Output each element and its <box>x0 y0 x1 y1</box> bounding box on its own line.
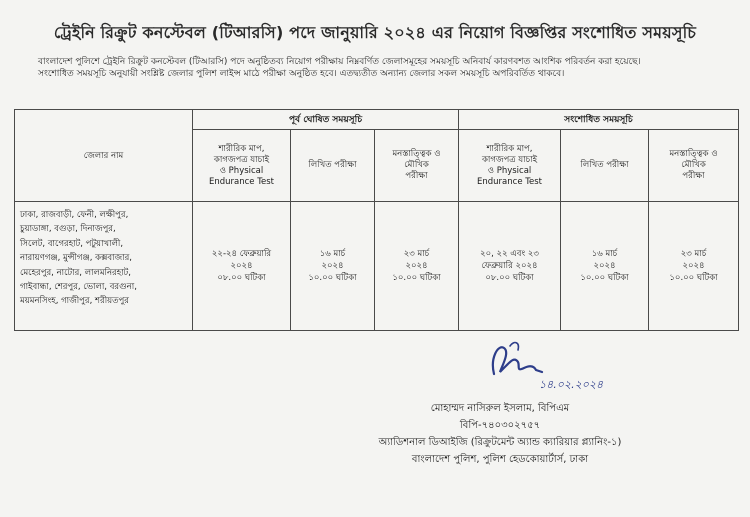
intro-text <box>20 56 730 80</box>
district-line: ঢাকা, রাজবাড়ী, ফেনী, লক্ষীপুর, <box>20 210 129 220</box>
previous-written-header: লিখিত পরীক্ষা <box>291 130 375 202</box>
revised-written-header: লিখিত পরীক্ষা <box>561 130 649 202</box>
district-line: সিলেট, বাগেরহাট, পটুয়াখালী, <box>20 238 124 249</box>
district-line: নারায়ণগঞ্জ, মুন্সীগঞ্জ, কক্সবাজার, <box>20 253 132 264</box>
revised-schedule-header: সংশোধিত সময়সূচি <box>459 110 739 130</box>
intro-line-2: সংশোধিত সময়সূচি অনুযায়ী সংশ্লিষ্ট জেলার পুলিশ লাইন্স মাঠে পরীক্ষা অনুষ্ঠিত হবে। এতদ্ব্যতীত অন্যান্য জেলার সকল সময়সূচি অপরিবর্তিত থাকবে। <box>38 69 565 79</box>
district-line: চুয়াডাঙ্গা, বগুড়া, দিনাজপুর, <box>20 224 116 235</box>
signatory-designation: অ্যাডিশনাল ডিআইজি (রিক্রুটমেন্ট অ্যান্ড ক্যারিয়ার প্ল্যানিং-১) <box>378 437 622 448</box>
table-group-row <box>15 110 739 130</box>
previous-schedule-header: পূর্ব ঘোষিত সময়সূচি <box>193 110 459 130</box>
signatory-bp: বিপি-৭৪০৩০২৭৫৭ <box>459 420 541 431</box>
revised-physical-date: ২০, ২২ এবং ২৩ ফেব্রুয়ারি ২০২৪ ০৮.০০ ঘটিকা <box>459 202 561 331</box>
revised-viva-date: ২৩ মার্চ ২০২৪ ১০.০০ ঘটিকা <box>649 202 739 331</box>
table-row <box>15 202 739 331</box>
district-line: গাইবান্ধা, শেরপুর, ভোলা, বরগুনা, <box>20 282 137 293</box>
revised-physical-header: শারীরিক মাপ, কাগজপত্র যাচাই ও Physical Endurance Test <box>459 130 561 202</box>
revised-written-date: ১৬ মার্চ ২০২৪ ১০.০০ ঘটিকা <box>561 202 649 331</box>
previous-physical-date: ২২-২৪ ফেব্রুয়ারি ২০২৪ ০৮.০০ ঘটিকা <box>193 202 291 331</box>
previous-written-date: ১৬ মার্চ ২০২৪ ১০.০০ ঘটিকা <box>291 202 375 331</box>
district-list <box>15 202 193 331</box>
intro-line-1: বাংলাদেশ পুলিশে ট্রেইনি রিক্রুট কনস্টেবল (টিআরসি) পদে অনুষ্ঠিতব্য নিয়োগ পরীক্ষায় নিম্নবর্ণিত জেলাসমূহের সময়সূচি অনিবার্য কারণবশত আংশিক পরিবর্তন করা হয়েছে। <box>38 57 641 67</box>
notice-title: ট্রেইনি রিক্রুট কনস্টেবল (টিআরসি) পদে জানুয়ারি ২০২৪ এর নিয়োগ বিজ্ঞপ্তির সংশোধিত সময়সূচি <box>53 23 697 42</box>
schedule-table <box>14 109 739 331</box>
signature-date: ১৪.০২.২০২৪ <box>539 378 604 391</box>
previous-viva-header: মনস্তাত্ত্বিক ও মৌখিক পরীক্ষা <box>375 130 459 202</box>
district-line: মেহেরপুর, নাটোর, লালমনিরহাট, <box>20 267 131 278</box>
revised-viva-header: মনস্তাত্ত্বিক ও মৌখিক পরীক্ষা <box>649 130 739 202</box>
previous-viva-date: ২৩ মার্চ ২০২৪ ১০.০০ ঘটিকা <box>375 202 459 331</box>
signatory-block <box>330 400 670 468</box>
signatory-name: মোহাম্মদ নাসিরুল ইসলাম, বিপিএম <box>430 403 570 414</box>
district-header: জেলার নাম <box>15 110 193 202</box>
previous-physical-header: শারীরিক মাপ, কাগজপত্র যাচাই ও Physical Endurance Test <box>193 130 291 202</box>
district-line: ময়মনসিংহ, গাজীপুর, শরীয়তপুর <box>20 296 129 307</box>
signatory-office: বাংলাদেশ পুলিশ, পুলিশ হেডকোয়ার্টার্স, ঢাকা <box>411 454 589 465</box>
